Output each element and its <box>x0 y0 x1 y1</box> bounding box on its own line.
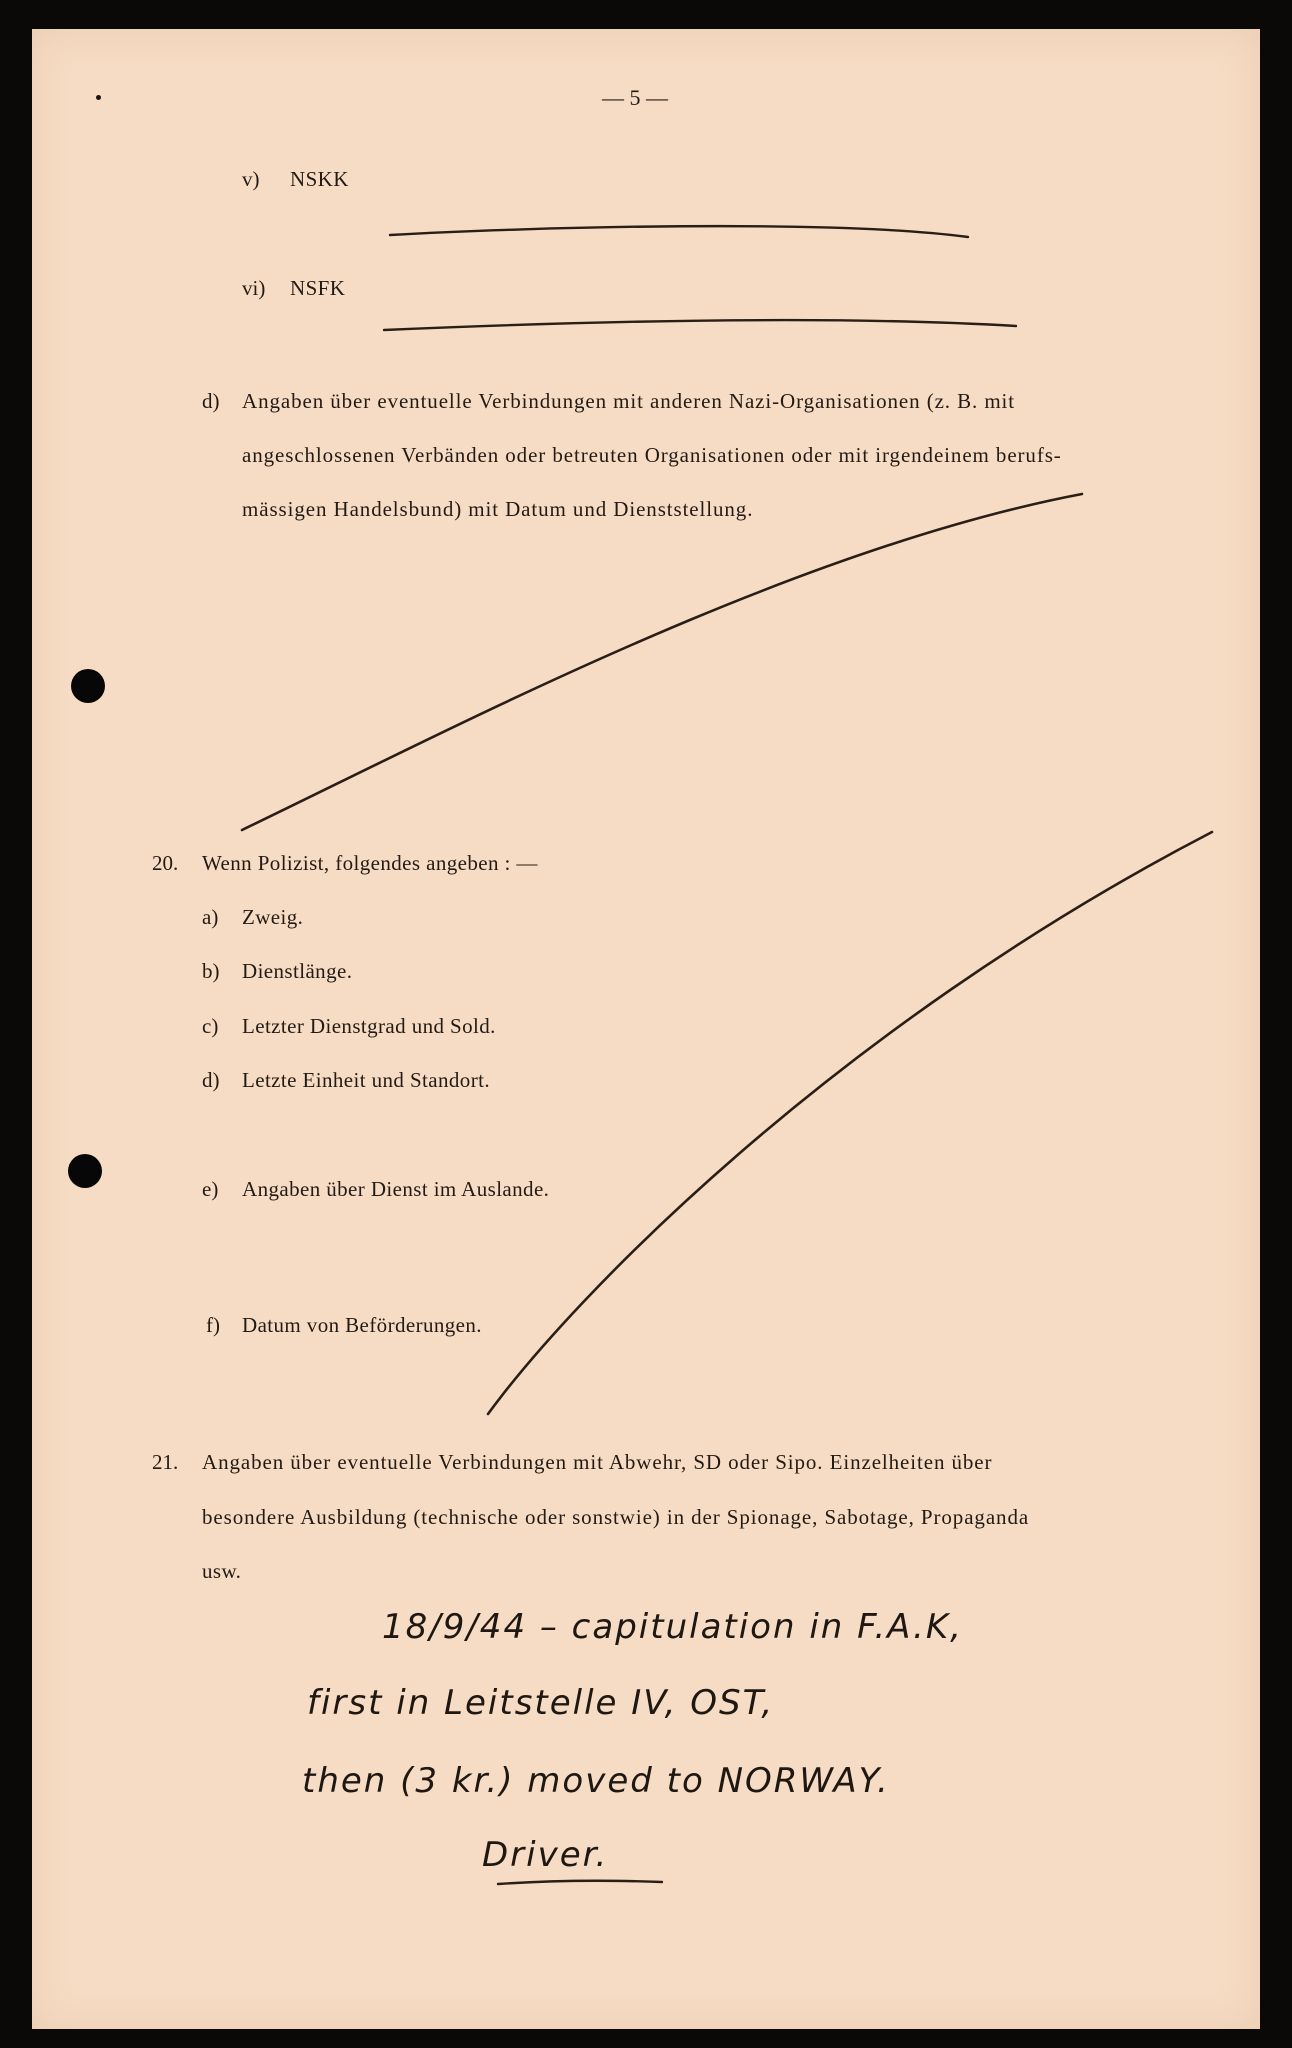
document-page <box>32 29 1260 2029</box>
punch-hole-lower <box>68 1154 102 1188</box>
item-20-d-label: d) <box>202 1068 220 1092</box>
cross-out-stroke-19d <box>242 494 1082 830</box>
item-19-v-text: NSKK <box>290 167 349 191</box>
item-20-a-text: Zweig. <box>242 905 304 929</box>
item-21-number: 21. <box>152 1450 179 1474</box>
item-20-f-text: Datum von Beförderungen. <box>242 1313 482 1337</box>
item-19-d-line3: mässigen Handelsbund) mit Datum und Dienststellung. <box>242 497 754 521</box>
nskk-blank-stroke <box>390 226 968 237</box>
handwritten-line-4: Driver. <box>482 1835 609 1875</box>
item-20-c-text: Letzter Dienstgrad und Sold. <box>242 1014 496 1038</box>
item-19-vi-label: vi) <box>242 276 266 300</box>
item-20-e-label: e) <box>202 1177 219 1201</box>
item-20-d-text: Letzte Einheit und Standort. <box>242 1068 490 1092</box>
item-19-v-label: v) <box>242 167 260 191</box>
item-20-a-label: a) <box>202 905 219 929</box>
handwritten-line-1: 18/9/44 – capitulation in F.A.K, <box>382 1607 963 1647</box>
item-21-line2: besondere Ausbildung (technische oder sonstwie) in der Spionage, Sabotage, Propaganda <box>202 1505 1030 1529</box>
page-number: — 5 — <box>602 85 668 110</box>
item-20-title: Wenn Polizist, folgendes angeben : — <box>202 851 538 875</box>
item-20-c-label: c) <box>202 1014 219 1038</box>
item-20-b-label: b) <box>202 959 220 983</box>
item-19-vi-text: NSFK <box>290 276 346 300</box>
page-speck <box>96 95 101 100</box>
nsfk-blank-stroke <box>384 320 1016 330</box>
item-20-b-text: Dienstlänge. <box>242 959 353 983</box>
item-20-number: 20. <box>152 851 179 875</box>
item-21-line3: usw. <box>202 1559 242 1583</box>
punch-hole-upper <box>71 669 105 703</box>
cross-out-stroke-20 <box>488 832 1212 1414</box>
item-19-d-line2: angeschlossenen Verbänden oder betreuten Organisationen oder mit irgendeinem berufs- <box>242 443 1062 467</box>
item-19-d-label: d) <box>202 389 220 413</box>
handwritten-line-3: then (3 kr.) moved to NORWAY. <box>302 1761 890 1801</box>
item-20-e-text: Angaben über Dienst im Auslande. <box>242 1177 550 1201</box>
item-21-line1: Angaben über eventuelle Verbindungen mit Abwehr, SD oder Sipo. Einzelheiten über <box>202 1450 993 1474</box>
handwritten-line-2: first in Leitstelle IV, OST, <box>307 1683 775 1723</box>
item-19-d-line1: Angaben über eventuelle Verbindungen mit anderen Nazi-Organisationen (z. B. mit <box>242 389 1016 413</box>
item-20-f-label: f) <box>206 1313 220 1337</box>
signature-underline <box>498 1881 662 1884</box>
